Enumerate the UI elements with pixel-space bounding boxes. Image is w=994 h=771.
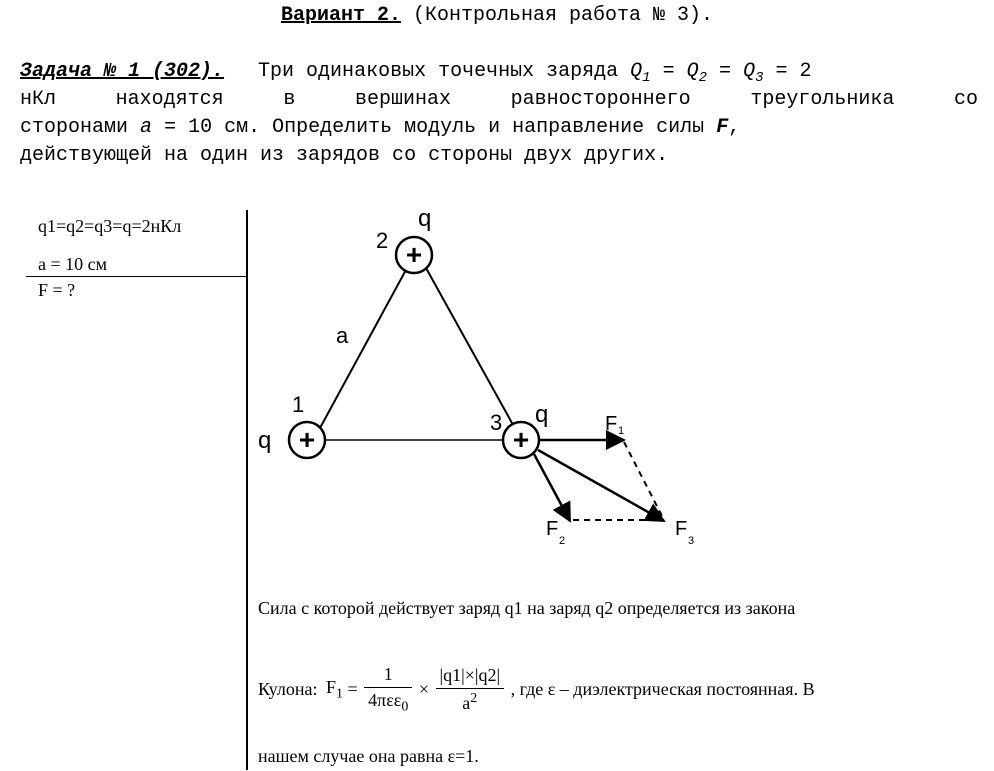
problem-line-2: [20, 86, 978, 114]
charge-label-2: q: [418, 210, 432, 232]
equals-sign: =: [347, 679, 358, 700]
side-symbol: a: [140, 116, 153, 139]
triangle-diagram: [248, 210, 718, 560]
formula-explanation: , где ε – диэлектрическая постоянная. В: [510, 679, 815, 700]
problem-text-3b: = 10 см. Определить модуль и направление силы: [164, 116, 705, 139]
solution-line-3: нашем случае она равна ε=1.: [258, 746, 479, 766]
variant-title: Вариант 2.: [280, 4, 401, 27]
side-label-a: a: [336, 323, 349, 348]
force-label-3: [675, 518, 694, 547]
fraction-1-numerator: 1: [364, 664, 412, 688]
plus-sign: +: [512, 424, 530, 455]
vertex-label-1: 1: [292, 392, 305, 417]
problem-line-4: действующей на один из зарядов со стороны двух других.: [20, 144, 669, 167]
vertex-label-3: 3: [490, 410, 503, 435]
coulomb-formula-line: [258, 664, 815, 734]
times-sign: ×: [418, 679, 430, 700]
comma: ,: [728, 116, 741, 139]
problem-text-1: Три одинаковых точечных заряда: [258, 60, 619, 83]
word: находятся: [115, 88, 224, 111]
equals-3: =: [775, 60, 788, 83]
charge-symbol-3: $Q_3$: [743, 60, 764, 86]
word: вершинах: [354, 88, 451, 111]
fraction-charges: [436, 665, 505, 714]
problem-line-1: [20, 58, 978, 86]
charge-value: 2: [799, 60, 812, 83]
force-symbol: F: [716, 116, 729, 139]
plus-sign: +: [298, 424, 316, 455]
word: в: [283, 88, 296, 111]
fraction-2-numerator: |q1|×|q2|: [436, 665, 505, 689]
given-divider-horizontal: [26, 276, 246, 277]
force-label-1: [605, 413, 624, 437]
charge-symbol-1: $Q_1$: [630, 60, 651, 86]
side-1-2: [320, 268, 407, 428]
force-label-2: [546, 518, 565, 547]
fraction-1-denominator: 4πεε$_0$: [368, 690, 409, 715]
word: нКл: [20, 88, 57, 111]
word: равностороннего: [510, 88, 691, 111]
plus-sign: +: [405, 239, 423, 270]
charge-symbol-2: $Q_2$: [686, 60, 708, 86]
page-heading: [0, 4, 994, 27]
charge-label-3: q: [535, 401, 549, 428]
coulomb-prefix: Кулона:: [258, 679, 318, 700]
solution-line-1: Сила с которой действует заряд q1 на заряд q2 определяется из закона: [258, 598, 796, 618]
force-f1: $F_1$: [325, 677, 343, 702]
svg-text:F: F: [605, 413, 618, 435]
word: треугольника: [750, 88, 895, 111]
word: со: [953, 88, 978, 111]
given-side: a = 10 см: [38, 254, 108, 274]
fraction-constant: [364, 664, 412, 716]
side-2-3: [426, 268, 512, 423]
svg-text:2: 2: [559, 535, 566, 547]
work-subtitle: (Контрольная работа № 3).: [412, 4, 714, 27]
fraction-2-denominator: $a^2$: [462, 691, 478, 714]
svg-text:3: 3: [688, 535, 695, 547]
vertex-label-2: 2: [376, 228, 389, 253]
problem-line-3: [20, 114, 978, 142]
svg-text:1: 1: [618, 425, 625, 437]
problem-text-3a: сторонами: [20, 116, 129, 139]
equals-1: =: [662, 60, 675, 83]
charge-label-1: q: [258, 427, 272, 454]
svg-text:F: F: [546, 518, 559, 540]
force-vector-3: [538, 450, 664, 521]
svg-text:F: F: [675, 518, 688, 540]
task-label: Задача № 1 (302).: [20, 60, 225, 83]
problem-statement: [20, 58, 978, 170]
given-charges: q1=q2=q3=q=2нКл: [38, 216, 182, 236]
charge-1: [289, 422, 325, 458]
equals-2: =: [719, 60, 732, 83]
charge-3: [503, 422, 539, 458]
given-unknown: F = ?: [38, 280, 76, 300]
dashed-line-f1: [624, 442, 662, 516]
charge-2: [396, 237, 432, 273]
